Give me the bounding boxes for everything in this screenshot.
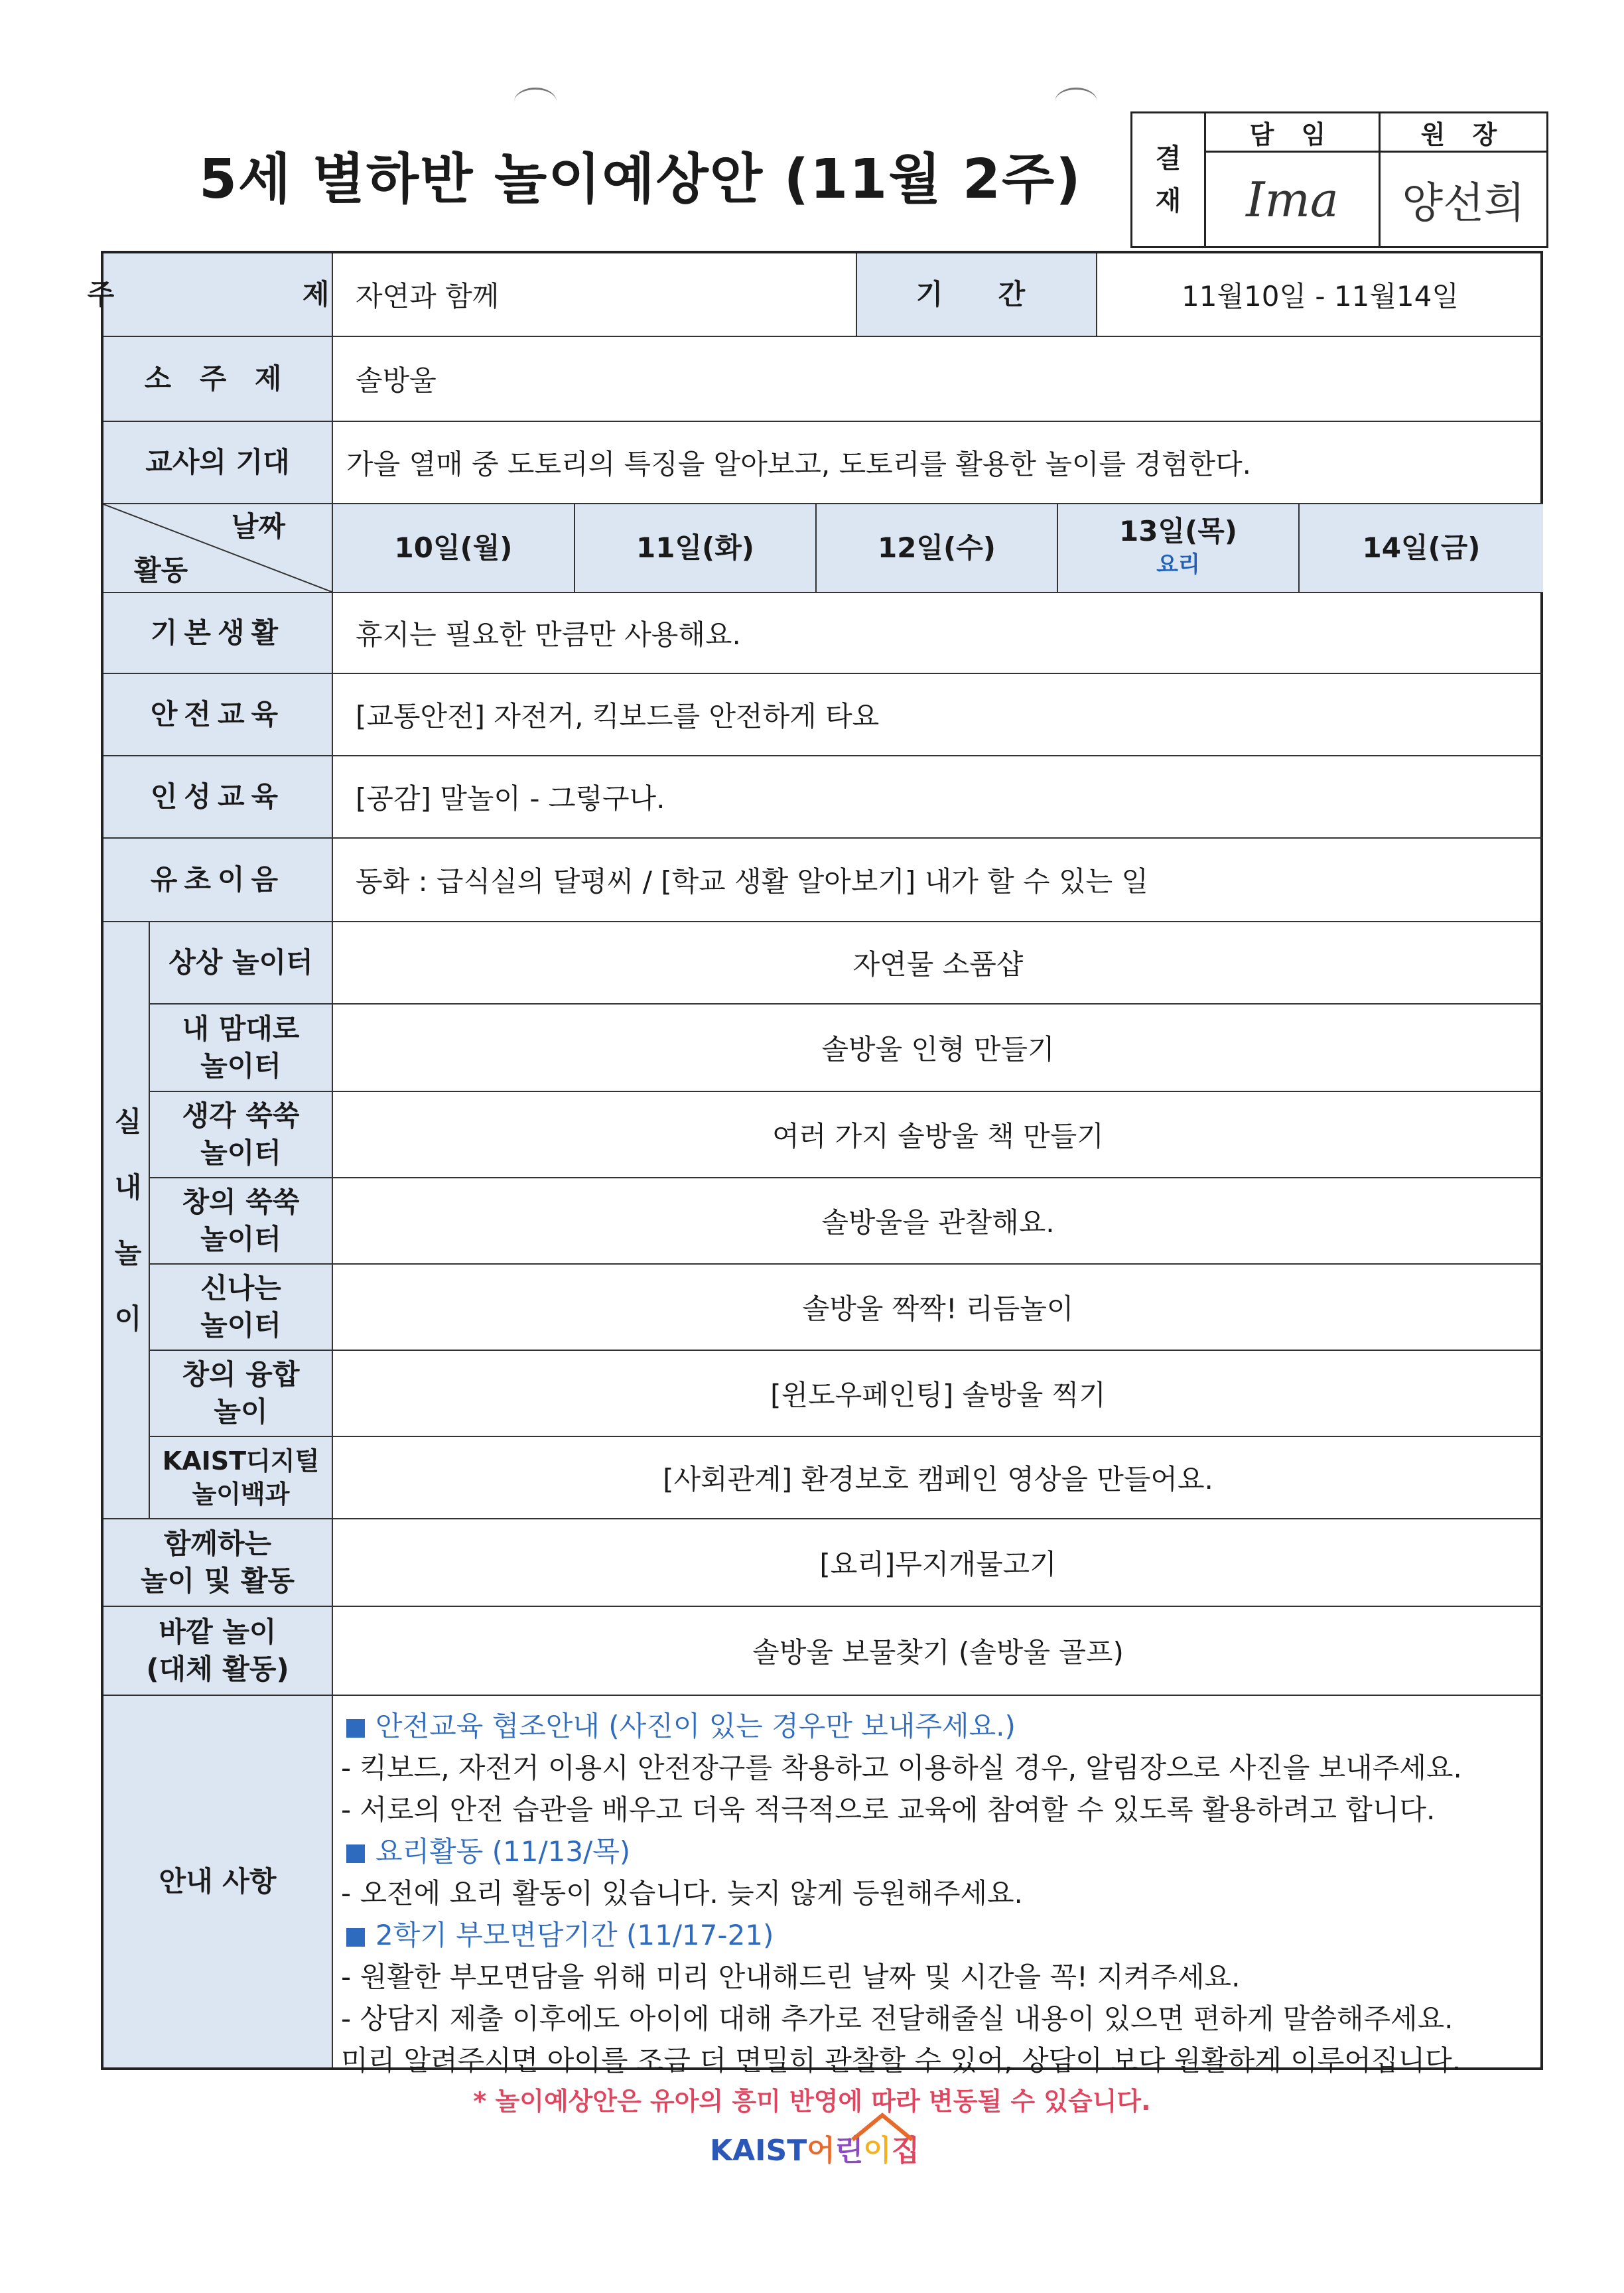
indoor-play-text: 실 내 놀 이 xyxy=(110,1106,143,1334)
date-label: 날짜 xyxy=(231,510,285,543)
footer-note: * 놀이예상안은 유아의 흥미 반영에 따라 변동될 수 있습니다. xyxy=(473,2087,1151,2116)
indoor-area-2-name2: 놀이터 xyxy=(200,1137,281,1169)
day-thursday-label: 13일(목) xyxy=(1119,515,1237,547)
outdoor-value: 솔방울 보물찾기 (솔방울 골프) xyxy=(333,1607,1543,1696)
notice-heading-safety-text: 안전교육 협조안내 (사진이 있는 경우만 보내주세요.) xyxy=(375,1710,1016,1742)
indoor-area-1-name1: 내 맘대로 xyxy=(182,1012,300,1045)
theme-label: 주 제 xyxy=(103,253,333,337)
indoor-area-2 xyxy=(150,1092,333,1178)
punch-hole-right xyxy=(1055,88,1097,116)
theme-value: 자연과 함께 xyxy=(333,253,857,337)
notice-line-2: - 서로의 안전 습관을 배우고 더욱 적극적으로 교육에 참여할 수 있도록 활용하려고 합니다. xyxy=(341,1793,1436,1826)
period-value: 11월10일 - 11월14일 xyxy=(1097,253,1543,337)
outdoor-label xyxy=(103,1607,333,1696)
logo-char-2: 린 xyxy=(835,2134,864,2168)
together-label xyxy=(103,1519,333,1607)
logo-char-3: 이 xyxy=(863,2134,892,2168)
indoor-area-3 xyxy=(150,1178,333,1265)
notice-heading-cooking-text: 요리활동 (11/13/목) xyxy=(375,1835,631,1868)
together-label-2: 놀이 및 활동 xyxy=(140,1564,295,1597)
notice-line-1: - 킥보드, 자전거 이용시 안전장구를 착용하고 이용하실 경우, 알림장으로 사진을 보내주세요. xyxy=(341,1752,1462,1784)
period-label: 기 간 xyxy=(857,253,1097,337)
indoor-area-6-name1: KAIST디지털 xyxy=(162,1446,320,1476)
notice-heading-safety xyxy=(341,1705,1530,1747)
expectation-value: 가을 열매 중 도토리의 특징을 알아보고, 도토리를 활용한 놀이를 경험한다. xyxy=(333,422,1543,504)
indoor-area-5-name2: 놀이 xyxy=(214,1395,268,1428)
punch-hole-left xyxy=(514,88,557,116)
square-bullet-icon xyxy=(346,1928,365,1947)
day-tuesday-label: 11일(화) xyxy=(636,531,754,564)
approval-label-1: 결 xyxy=(1155,143,1182,174)
indoor-content-6: [사회관계] 환경보호 캠페인 영상을 만들어요. xyxy=(333,1437,1543,1519)
outdoor-label-2: (대체 활동) xyxy=(146,1653,289,1685)
signature-director-text: 양선희 xyxy=(1402,178,1525,228)
indoor-area-4-name2: 놀이터 xyxy=(200,1309,281,1342)
notice-heading-cooking xyxy=(341,1831,1530,1872)
indoor-content-1: 솔방울 인형 만들기 xyxy=(333,1005,1543,1092)
indoor-area-2-name1: 생각 쑥쑥 xyxy=(182,1099,300,1132)
square-bullet-icon xyxy=(346,1844,365,1863)
notice-line-6: 미리 알려주시면 아이를 조금 더 면밀히 관찰할 수 있어, 상담이 보다 원활하게 이루어집니다. xyxy=(341,2044,1461,2077)
basic-life-label: 기본생활 xyxy=(103,593,333,674)
signature-teacher-text: Ima xyxy=(1246,171,1339,228)
approval-col-director: 원 장 xyxy=(1381,113,1546,153)
indoor-area-4 xyxy=(150,1265,333,1351)
safety-label: 안전교육 xyxy=(103,674,333,756)
bridge-label: 유초이음 xyxy=(103,839,333,922)
day-thursday xyxy=(1058,504,1300,593)
day-monday-label: 10일(월) xyxy=(394,531,513,564)
day-wednesday-label: 12일(수) xyxy=(878,531,996,564)
indoor-area-5 xyxy=(150,1351,333,1437)
indoor-play-label xyxy=(103,922,150,1519)
date-activity-header xyxy=(103,504,333,593)
notice-line-4: - 원활한 부모면담을 위해 미리 안내해드린 날짜 및 시간을 꼭! 지켜주세요. xyxy=(341,1961,1241,1993)
day-tuesday xyxy=(575,504,817,593)
approval-box xyxy=(1130,111,1548,248)
indoor-area-0-name: 상상 놀이터 xyxy=(169,946,313,979)
indoor-area-6 xyxy=(150,1437,333,1519)
day-friday-label: 14일(금) xyxy=(1362,531,1481,564)
logo-house-icon xyxy=(849,2110,915,2150)
indoor-content-4: 솔방울 짝짝! 리듬놀이 xyxy=(333,1265,1543,1351)
notice-heading-conference-text: 2학기 부모면담기간 (11/17-21) xyxy=(375,1919,774,1951)
safety-value: [교통안전] 자전거, 킥보드를 안전하게 타요 xyxy=(333,674,1543,756)
basic-life-value: 휴지는 필요한 만큼만 사용해요. xyxy=(333,593,1543,674)
indoor-area-3-name2: 놀이터 xyxy=(200,1223,281,1255)
approval-label-2: 재 xyxy=(1155,186,1182,216)
indoor-content-5: [윈도우페인팅] 솔방울 찍기 xyxy=(333,1351,1543,1437)
character-label: 인성교육 xyxy=(103,756,333,839)
character-value: [공감] 말놀이 - 그렇구나. xyxy=(333,756,1543,839)
approval-label xyxy=(1132,113,1206,246)
indoor-area-0 xyxy=(150,922,333,1005)
indoor-area-5-name1: 창의 융합 xyxy=(182,1358,300,1391)
indoor-content-0: 자연물 소품샵 xyxy=(333,922,1543,1005)
square-bullet-icon xyxy=(346,1719,365,1738)
day-wednesday xyxy=(817,504,1058,593)
indoor-area-3-name1: 창의 쑥쑥 xyxy=(182,1186,300,1218)
subtheme-value: 솔방울 xyxy=(333,337,1543,422)
indoor-content-3: 솔방울을 관찰해요. xyxy=(333,1178,1543,1265)
outdoor-label-1: 바깥 놀이 xyxy=(159,1616,277,1648)
plan-table xyxy=(87,251,1543,2077)
day-thursday-note: 요리 xyxy=(1156,551,1200,578)
activity-label: 활동 xyxy=(134,554,188,587)
together-label-1: 함께하는 xyxy=(163,1527,272,1560)
bridge-value: 동화 : 급식실의 달평씨 / [학교 생활 알아보기] 내가 할 수 있는 일 xyxy=(333,839,1543,922)
notice-line-3: - 오전에 요리 활동이 있습니다. 늦지 않게 등원해주세요. xyxy=(341,1877,1023,1910)
together-value: [요리]무지개물고기 xyxy=(333,1519,1543,1607)
approval-col-teacher: 담 임 xyxy=(1206,113,1381,153)
director-signature xyxy=(1381,153,1546,246)
logo-char-1: 어 xyxy=(807,2134,835,2168)
notice-content xyxy=(333,1696,1543,2077)
logo-char-4: 집 xyxy=(891,2134,920,2168)
indoor-area-6-name2: 놀이백과 xyxy=(192,1480,290,1509)
indoor-area-1-name2: 놀이터 xyxy=(200,1050,281,1082)
logo-kaist: KAIST xyxy=(710,2134,807,2168)
notice-heading-conference xyxy=(341,1914,1530,1956)
teacher-signature xyxy=(1206,153,1381,246)
expectation-label: 교사의 기대 xyxy=(103,422,333,504)
indoor-content-2: 여러 가지 솔방울 책 만들기 xyxy=(333,1092,1543,1178)
day-monday xyxy=(333,504,575,593)
page-title: 5세 별하반 놀이예상안 (11월 2주) xyxy=(199,148,1082,211)
day-friday xyxy=(1300,504,1543,593)
notice-label: 안내 사항 xyxy=(103,1696,333,2067)
notice-line-5: - 상담지 제출 이후에도 아이에 대해 추가로 전달해줄실 내용이 있으면 편하게 말씀해주세요. xyxy=(341,2002,1454,2035)
indoor-area-1 xyxy=(150,1005,333,1092)
subtheme-label: 소 주 제 xyxy=(103,337,333,422)
indoor-area-4-name1: 신나는 xyxy=(200,1272,281,1304)
